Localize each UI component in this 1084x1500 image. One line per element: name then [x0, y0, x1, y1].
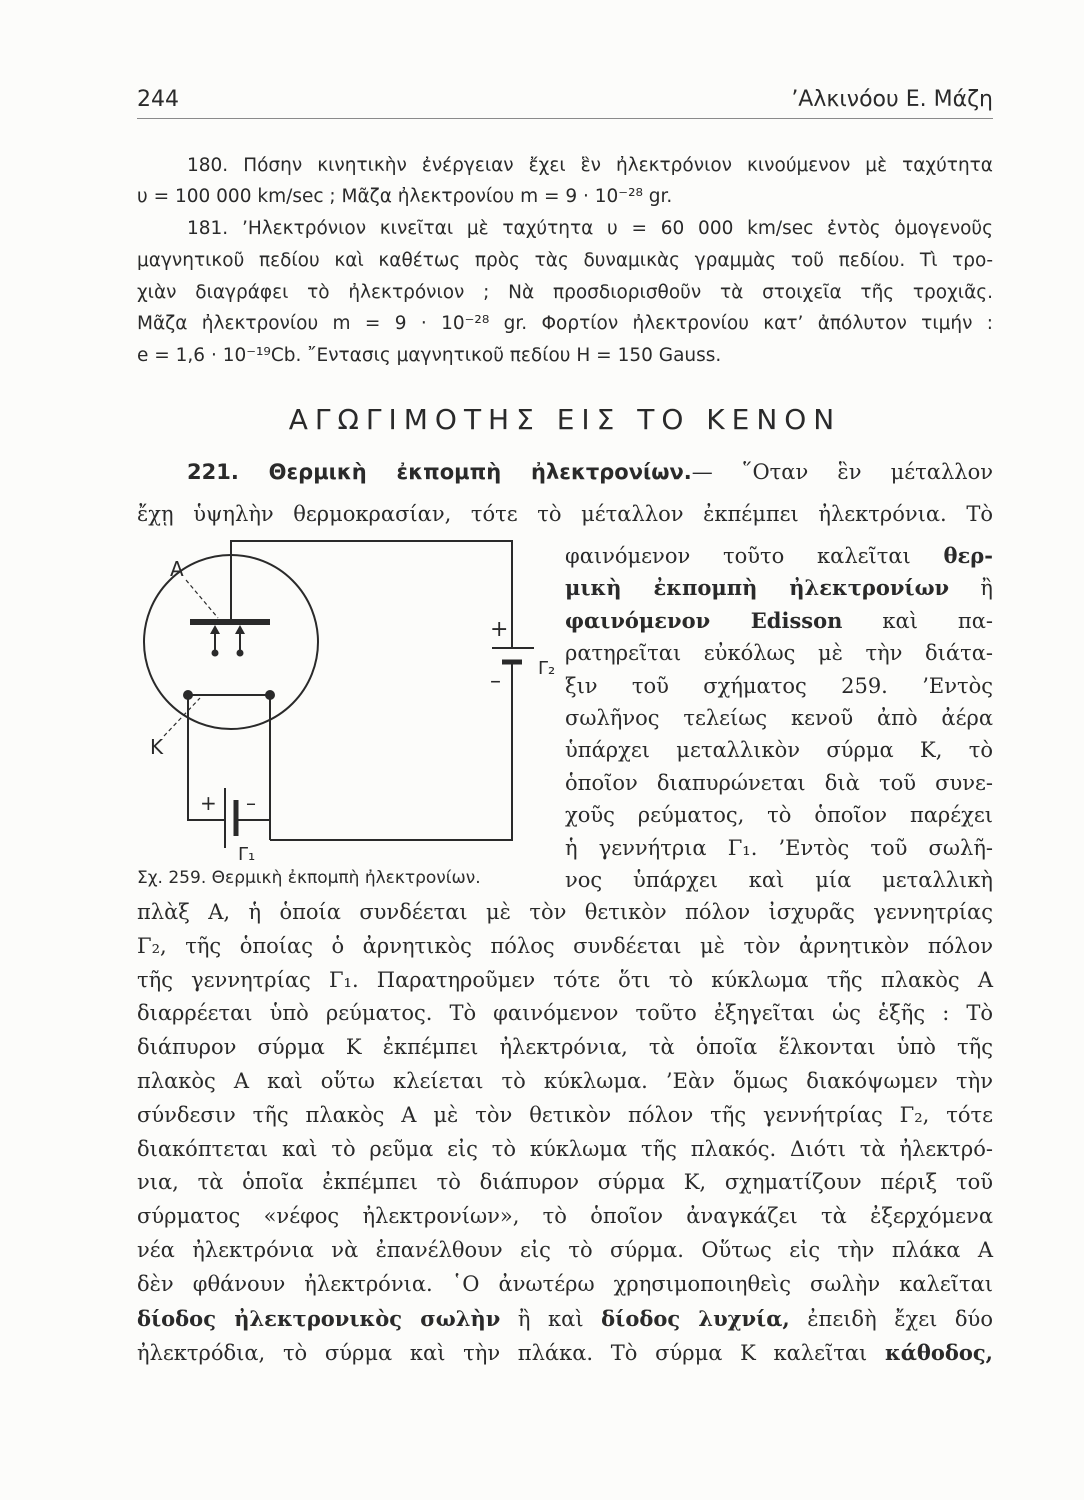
text-segment: ἠλεκτρόδια, τὸ σύρμα καὶ τὴν πλάκα. Τὸ σύρμα K καλεῖται — [137, 1341, 885, 1366]
text-segment: δὲν φθάνουν ἠλεκτρόνια. ῾Ο ἀνωτέρω χρησιμοποιηθεὶς σωλὴν καλεῖται — [137, 1271, 993, 1296]
text-segment: σωλῆνος τελείως κενοῦ ἀπὸ ἀέρα — [565, 706, 993, 731]
text-line — [565, 734, 993, 766]
text-line — [565, 799, 993, 831]
text-line — [565, 864, 993, 896]
problem-181 — [137, 213, 993, 372]
header-rule — [137, 118, 993, 119]
text-segment: ἐπειδὴ ἔχει δύο — [789, 1306, 993, 1331]
text-line — [565, 637, 993, 669]
text-segment: υ = 100 000 km/sec ; Μᾶζα ἠλεκτρονίου m = 9 · 10⁻²⁸ gr. — [137, 186, 673, 207]
plate-wire — [231, 541, 512, 648]
text-line — [137, 493, 993, 535]
text-line — [137, 964, 993, 998]
text-line — [137, 930, 993, 964]
text-segment: ἡ γεννήτρια Γ₁. ’Εντὸς τοῦ σωλῆ- — [565, 835, 993, 860]
bold-term: δίοδος λυχνία, — [601, 1305, 790, 1331]
text-segment: σύνδεσιν τῆς πλακὸς Α μὲ τὸν θετικὸν πόλον τῆς γεννήτρίας Γ₂, τότε — [137, 1102, 993, 1127]
figure-259-diagram — [130, 530, 560, 870]
text-segment: νέα ἠλεκτρόνια νὰ ἐπανέλθουν εἰς τὸ σύρμα. Οὕτως εἰς τὴν πλάκα Α — [137, 1237, 993, 1262]
arrowhead-icon — [210, 625, 220, 634]
text-segment: ἢ καὶ — [500, 1306, 602, 1331]
text-segment: διάπυρον σύρμα K ἐκπέμπει ἠλεκτρόνια, τὰ ὁποῖα ἕλκονται ὑπὸ τῆς — [137, 1035, 993, 1060]
text-line — [565, 605, 993, 637]
electron-dot — [212, 650, 219, 657]
running-head: ’Αλκινόου Ε. Μάζη — [791, 87, 993, 112]
text-line — [137, 150, 993, 181]
text-line — [137, 1302, 993, 1337]
plate-label: A — [170, 557, 184, 581]
text-line — [137, 245, 993, 277]
text-line — [137, 1065, 993, 1099]
gen2-minus-sign: – — [490, 669, 501, 694]
section-title: 221. Θερμικὴ ἐκπομπὴ ἠλεκτρονίων. — [187, 460, 692, 484]
text-segment: — ῞Οταν ἓν μέταλλον — [691, 460, 994, 484]
text-line — [565, 540, 993, 572]
page-number: 244 — [137, 87, 179, 112]
text-line — [137, 451, 993, 493]
text-segment: e = 1,6 · 10⁻¹⁹Cb. ῎Εντασις μαγνητικοῦ πεδίου H = 150 Gauss. — [137, 345, 722, 367]
text-segment: ὁποῖον διαπυρώνεται διὰ τοῦ συνε- — [565, 770, 993, 795]
chapter-heading: ΑΓΩΓΙΜΟΤΗΣ ΕΙΣ ΤΟ ΚΕΝΟΝ — [288, 403, 842, 436]
text-line — [137, 1268, 993, 1302]
text-segment: Μᾶζα ἠλεκτρονίου m = 9 · 10⁻²⁸ gr. Φορτίον ἠλεκτρονίου κατ’ ἀπόλυτον τιμήν : — [137, 313, 993, 335]
text-line — [137, 1099, 993, 1133]
figure-caption: Σχ. 259. Θερμικὴ ἐκπομπὴ ἠλεκτρονίων. — [137, 868, 481, 888]
gen1-plus-sign: + — [200, 791, 217, 815]
text-line — [565, 767, 993, 799]
text-segment: ὑπάρχει μεταλλικὸν σύρμα K, τὸ — [565, 738, 993, 763]
text-segment: νια, τὰ ὁποῖα ἐκπέμπει τὸ διάπυρον σύρμα K, σχηματίζουν πέριξ τοῦ — [137, 1170, 993, 1195]
text-segment: 181. ’Ηλεκτρόνιον κινεῖται μὲ ταχύτητα υ = 60 000 km/sec ἐντὸς ὁμογενοῦς — [187, 218, 993, 239]
text-segment: Γ₂, τῆς ὁποίας ὁ ἀρνητικὸς πόλος συνδέεται μὲ τὸν ἀρνητικὸν πόλον — [137, 933, 993, 958]
text-segment: καὶ πα- — [842, 608, 993, 633]
filament-terminal — [265, 690, 275, 700]
text-segment: πλὰξ Α, ἡ ὁποία συνδέεται μὲ τὸν θετικὸν πόλον ἰσχυρᾶς γεννητρίας — [137, 900, 993, 924]
bold-term: φαινόμενον Edisson — [565, 607, 843, 633]
text-segment: ἔχῃ ὑψηλὴν θερμοκρασίαν, τότε τὸ μέταλλον ἐκπέμπει ἠλεκτρόνια. Τὸ — [137, 502, 993, 526]
text-line — [137, 1133, 993, 1167]
section-221-beside-figure — [565, 540, 993, 896]
text-segment: τῆς γεννητρίας Γ₁. Παρατηροῦμεν τότε ὅτι τὸ κύκλωμα τῆς πλακὸς Α — [137, 967, 993, 992]
text-line — [565, 670, 993, 702]
bold-term: κάθοδος, — [884, 1340, 993, 1366]
filament-label: K — [150, 735, 164, 759]
text-line — [137, 340, 993, 372]
return-wire — [270, 662, 512, 840]
text-segment: ρατηρεῖται εὐκόλως μὲ τὴν διάτα- — [565, 641, 993, 666]
text-line — [137, 213, 993, 245]
text-segment: διαρρέεται ὑπὸ ρεύματος. Τὸ φαινόμενον τοῦτο ἐξηγεῖται ὡς ἑξῆς : Τὸ — [137, 1001, 993, 1026]
arrowhead-icon — [235, 625, 245, 634]
text-segment: χοῦς ρεύματος, τὸ ὁποῖον παρέχει — [565, 803, 993, 828]
text-line — [137, 1200, 993, 1234]
text-line — [137, 896, 993, 930]
text-line — [137, 1336, 993, 1371]
bold-term: μικὴ ἐκπομπὴ ἠλεκτρονίων — [565, 575, 950, 601]
gen1-minus-sign: – — [246, 791, 256, 815]
text-segment: ἢ — [949, 576, 993, 601]
text-line — [565, 572, 993, 604]
gen2-plus-sign: + — [490, 617, 509, 642]
electron-dot — [237, 650, 244, 657]
text-line — [137, 1234, 993, 1268]
text-segment: μαγνητικοῦ πεδίου καὶ καθέτως πρὸς τὰς δυναμικὰς γραμμὰς τοῦ πεδίου. Τὶ τρο- — [137, 249, 993, 271]
bold-term: θερ- — [943, 543, 993, 568]
text-line — [137, 277, 993, 309]
text-segment: φαινόμενον τοῦτο καλεῖται — [565, 544, 944, 568]
plate-leader-line — [186, 580, 218, 618]
problem-180 — [137, 150, 993, 212]
gen1-label: Γ₁ — [238, 844, 256, 865]
section-221-body — [137, 896, 993, 1371]
text-line — [137, 1166, 993, 1200]
bold-term: δίοδος ἠλεκτρονικὸς σωλὴν — [137, 1305, 501, 1331]
text-segment: νος ὑπάρχει καὶ μία μεταλλικὴ — [565, 868, 993, 893]
text-line — [137, 181, 993, 212]
filament-terminal — [183, 690, 193, 700]
section-221-intro — [137, 451, 993, 535]
text-line — [137, 997, 993, 1031]
text-line — [137, 308, 993, 340]
text-segment: χιὰν διαγράφει τὸ ἠλεκτρόνιον ; Νὰ προσδιορισθοῦν τὰ στοιχεῖα τῆς τροχιᾶς. — [137, 281, 993, 303]
text-line — [565, 702, 993, 734]
gen2-label: Γ₂ — [538, 658, 556, 679]
text-segment: ξιν τοῦ σχήματος 259. ’Εντὸς — [565, 673, 993, 698]
text-segment: 180. Πόσην κινητικὴν ἐνέργειαν ἔχει ἓν ἠλεκτρόνιον κινούμενον μὲ ταχύτητα — [187, 155, 993, 176]
text-segment: πλακὸς Α καὶ οὕτω κλείεται τὸ κύκλωμα. ’Εὰν ὅμως διακόψωμεν τὴν — [137, 1068, 993, 1093]
text-line — [565, 832, 993, 864]
text-line — [137, 1031, 993, 1065]
text-segment: σύρματος «νέφος ἠλεκτρονίων», τὸ ὁποῖον ἀναγκάζει τὰ ἐξερχόμενα — [137, 1204, 993, 1229]
text-segment: διακόπτεται καὶ τὸ ρεῦμα εἰς τὸ κύκλωμα τῆς πλακός. Διότι τὰ ἠλεκτρό- — [137, 1136, 993, 1161]
